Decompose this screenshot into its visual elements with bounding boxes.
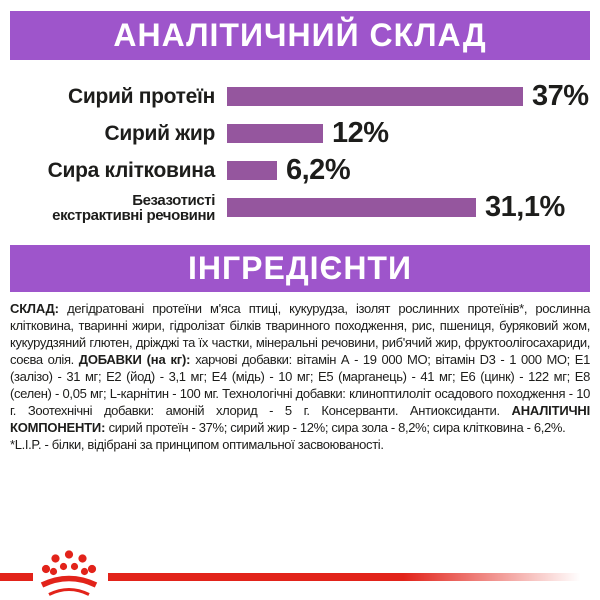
- brand-divider-line-right: [108, 573, 600, 581]
- brand-divider-line-left: [0, 573, 33, 581]
- chart-bar: [227, 124, 323, 143]
- crown-base-arcs: [42, 579, 96, 595]
- chart-bar-wrap: [227, 117, 600, 150]
- chart-category-label: Сирий протеїн: [67, 85, 215, 108]
- ingredients-header: [10, 245, 590, 292]
- chart-category-label: Сира клітковина: [47, 159, 215, 182]
- ingredients-paragraph: СКЛАД: дегідратовані протеїни м'яса птиці, кукурудза, ізолят рослинних протеїнів*, рослинна клітковина, тваринні жири, гідролізат білків тваринного походження, рис, пшениця, буряковий жом, кукурудзяний глютен, дріжджі та їх частки, мінеральні речовини, риб'ячий жир, фруктоолігосахариди, соєва олія. ДОБАВКИ (на кг): харчові добавки: вітамін А - 19 000 МО; вітамін D3 - 1 000 МО; Е1 (залізо) - 31 мг; Е2 (йод) - 3,1 мг; Е4 (мідь) - 10 мг; Е5 (марганець) - 41 мг; Е6 (цинк) - 122 мг; Е8 (селен) - 0,05 мг; L-карнітин - 100 мг. Технологічні добавки: клиноптилоліт осадового походження - 10 г. Зоотехнічні добавки: амоній хлорид - 5 г. Консерванти. Антиоксиданти. АНАЛІТИЧНІ КОМПОНЕНТИ: сирий протеїн - 37%; сирий жир - 12%; сира зола - 8,2%; сира клітковина - 6,2%.: [10, 301, 591, 435]
- chart-value-label: 6,2%: [286, 154, 351, 186]
- chart-row: [0, 152, 600, 189]
- royal-canin-crown-icon: [36, 549, 102, 600]
- chart-bar: [227, 161, 277, 180]
- chart-category-label: Сирий жир: [104, 122, 215, 145]
- pet-food-label: [0, 11, 600, 600]
- analytical-bar-chart: [0, 78, 600, 226]
- chart-bar-wrap: [227, 80, 600, 113]
- chart-row: [0, 78, 600, 115]
- chart-bar: [227, 198, 476, 217]
- chart-row: [0, 115, 600, 152]
- ingredients-paragraph: *L.I.P. - білки, відібрані за принципом оптимальної засвоюваності.: [10, 437, 384, 452]
- ingredients-title: ІНГРЕДІЄНТИ: [188, 250, 412, 286]
- analytical-composition-header: [10, 11, 590, 60]
- chart-row: [0, 189, 600, 226]
- ingredients-text-block: [10, 300, 590, 453]
- chart-value-label: 31,1%: [485, 191, 565, 223]
- analytical-composition-title: АНАЛІТИЧНИЙ СКЛАД: [113, 17, 487, 53]
- chart-value-label: 12%: [332, 117, 389, 149]
- chart-bar-wrap: [227, 154, 600, 187]
- chart-bar-wrap: [227, 191, 600, 224]
- crown-pearls: [42, 550, 96, 575]
- chart-value-label: 37%: [532, 80, 589, 112]
- chart-bar: [227, 87, 523, 106]
- chart-category-label: Безазотисті екстрактивні речовини: [52, 191, 215, 224]
